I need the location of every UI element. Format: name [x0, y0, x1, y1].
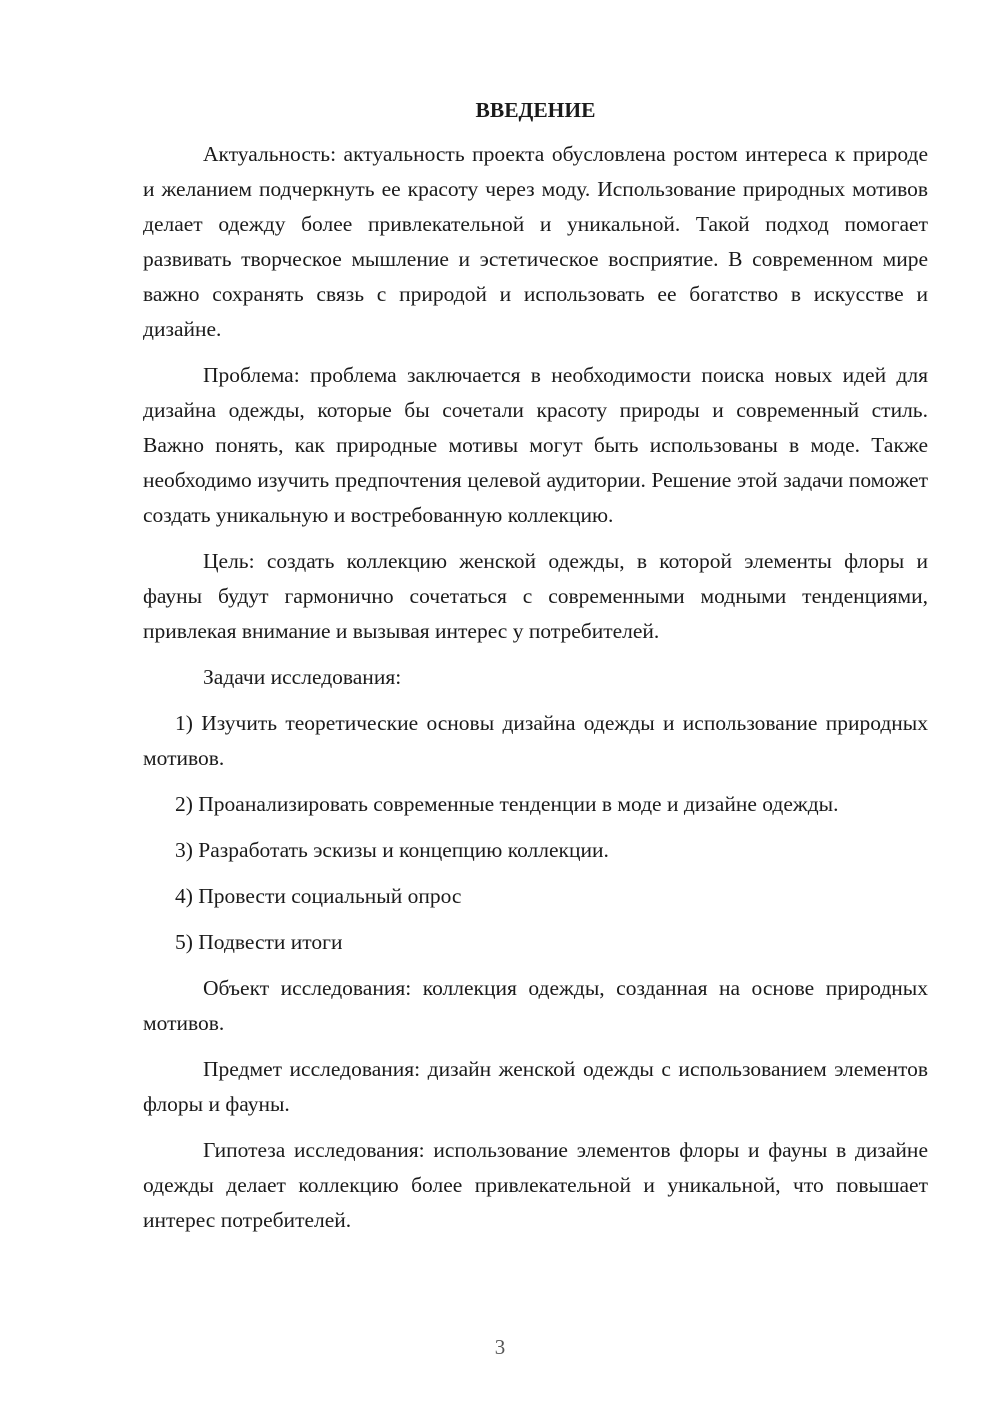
task-item-4: 4) Провести социальный опрос	[175, 884, 462, 908]
page-number: 3	[494, 1335, 506, 1359]
task-item-2: 2) Проанализировать современные тенденции в моде и дизайне одежды.	[175, 792, 839, 816]
paragraph-problem: Проблема: проблема заключается в необходимости поиска новых идей для дизайна одежды, которые бы сочетали красоту природы и современный стиль. Важно понять, как природные мотивы могут быть использованы в моде. Также необходимо изучить предпочтения целевой аудитории. Решение этой задачи поможет создать уникальную и востребованную коллекцию.	[143, 363, 928, 527]
paragraph-hypothesis: Гипотеза исследования: использование элементов флоры и фауны в дизайне одежды делает коллекцию более привлекательной и уникальной, что повышает интерес потребителей.	[143, 1138, 928, 1232]
paragraph-relevance: Актуальность: актуальность проекта обусловлена ростом интереса к природе и желанием подчеркнуть ее красоту через моду. Использование природных мотивов делает одежду более привлекательной и уникальной. Такой подход помогает развивать творческое мышление и эстетическое восприятие. В современном мире важно сохранять связь с природой и использовать ее богатство в искусстве и дизайне.	[143, 142, 928, 341]
task-item-3: 3) Разработать эскизы и концепцию коллекции.	[175, 838, 609, 862]
paragraph-object: Объект исследования: коллекция одежды, созданная на основе природных мотивов.	[143, 976, 928, 1035]
document-page	[143, 95, 928, 1249]
paragraph-goal: Цель: создать коллекцию женской одежды, в которой элементы флоры и фауны будут гармонично сочетаться с современными модными тенденциями, привлекая внимание и вызывая интерес у потребителей.	[143, 549, 928, 643]
task-item-1: 1) Изучить теоретические основы дизайна одежды и использование природных мотивов.	[143, 711, 928, 770]
document-title: ВВЕДЕНИЕ	[475, 98, 596, 122]
task-item-5: 5) Подвести итоги	[175, 930, 343, 954]
tasks-heading: Задачи исследования:	[203, 665, 402, 689]
paragraph-subject: Предмет исследования: дизайн женской одежды с использованием элементов флоры и фауны.	[143, 1057, 928, 1116]
